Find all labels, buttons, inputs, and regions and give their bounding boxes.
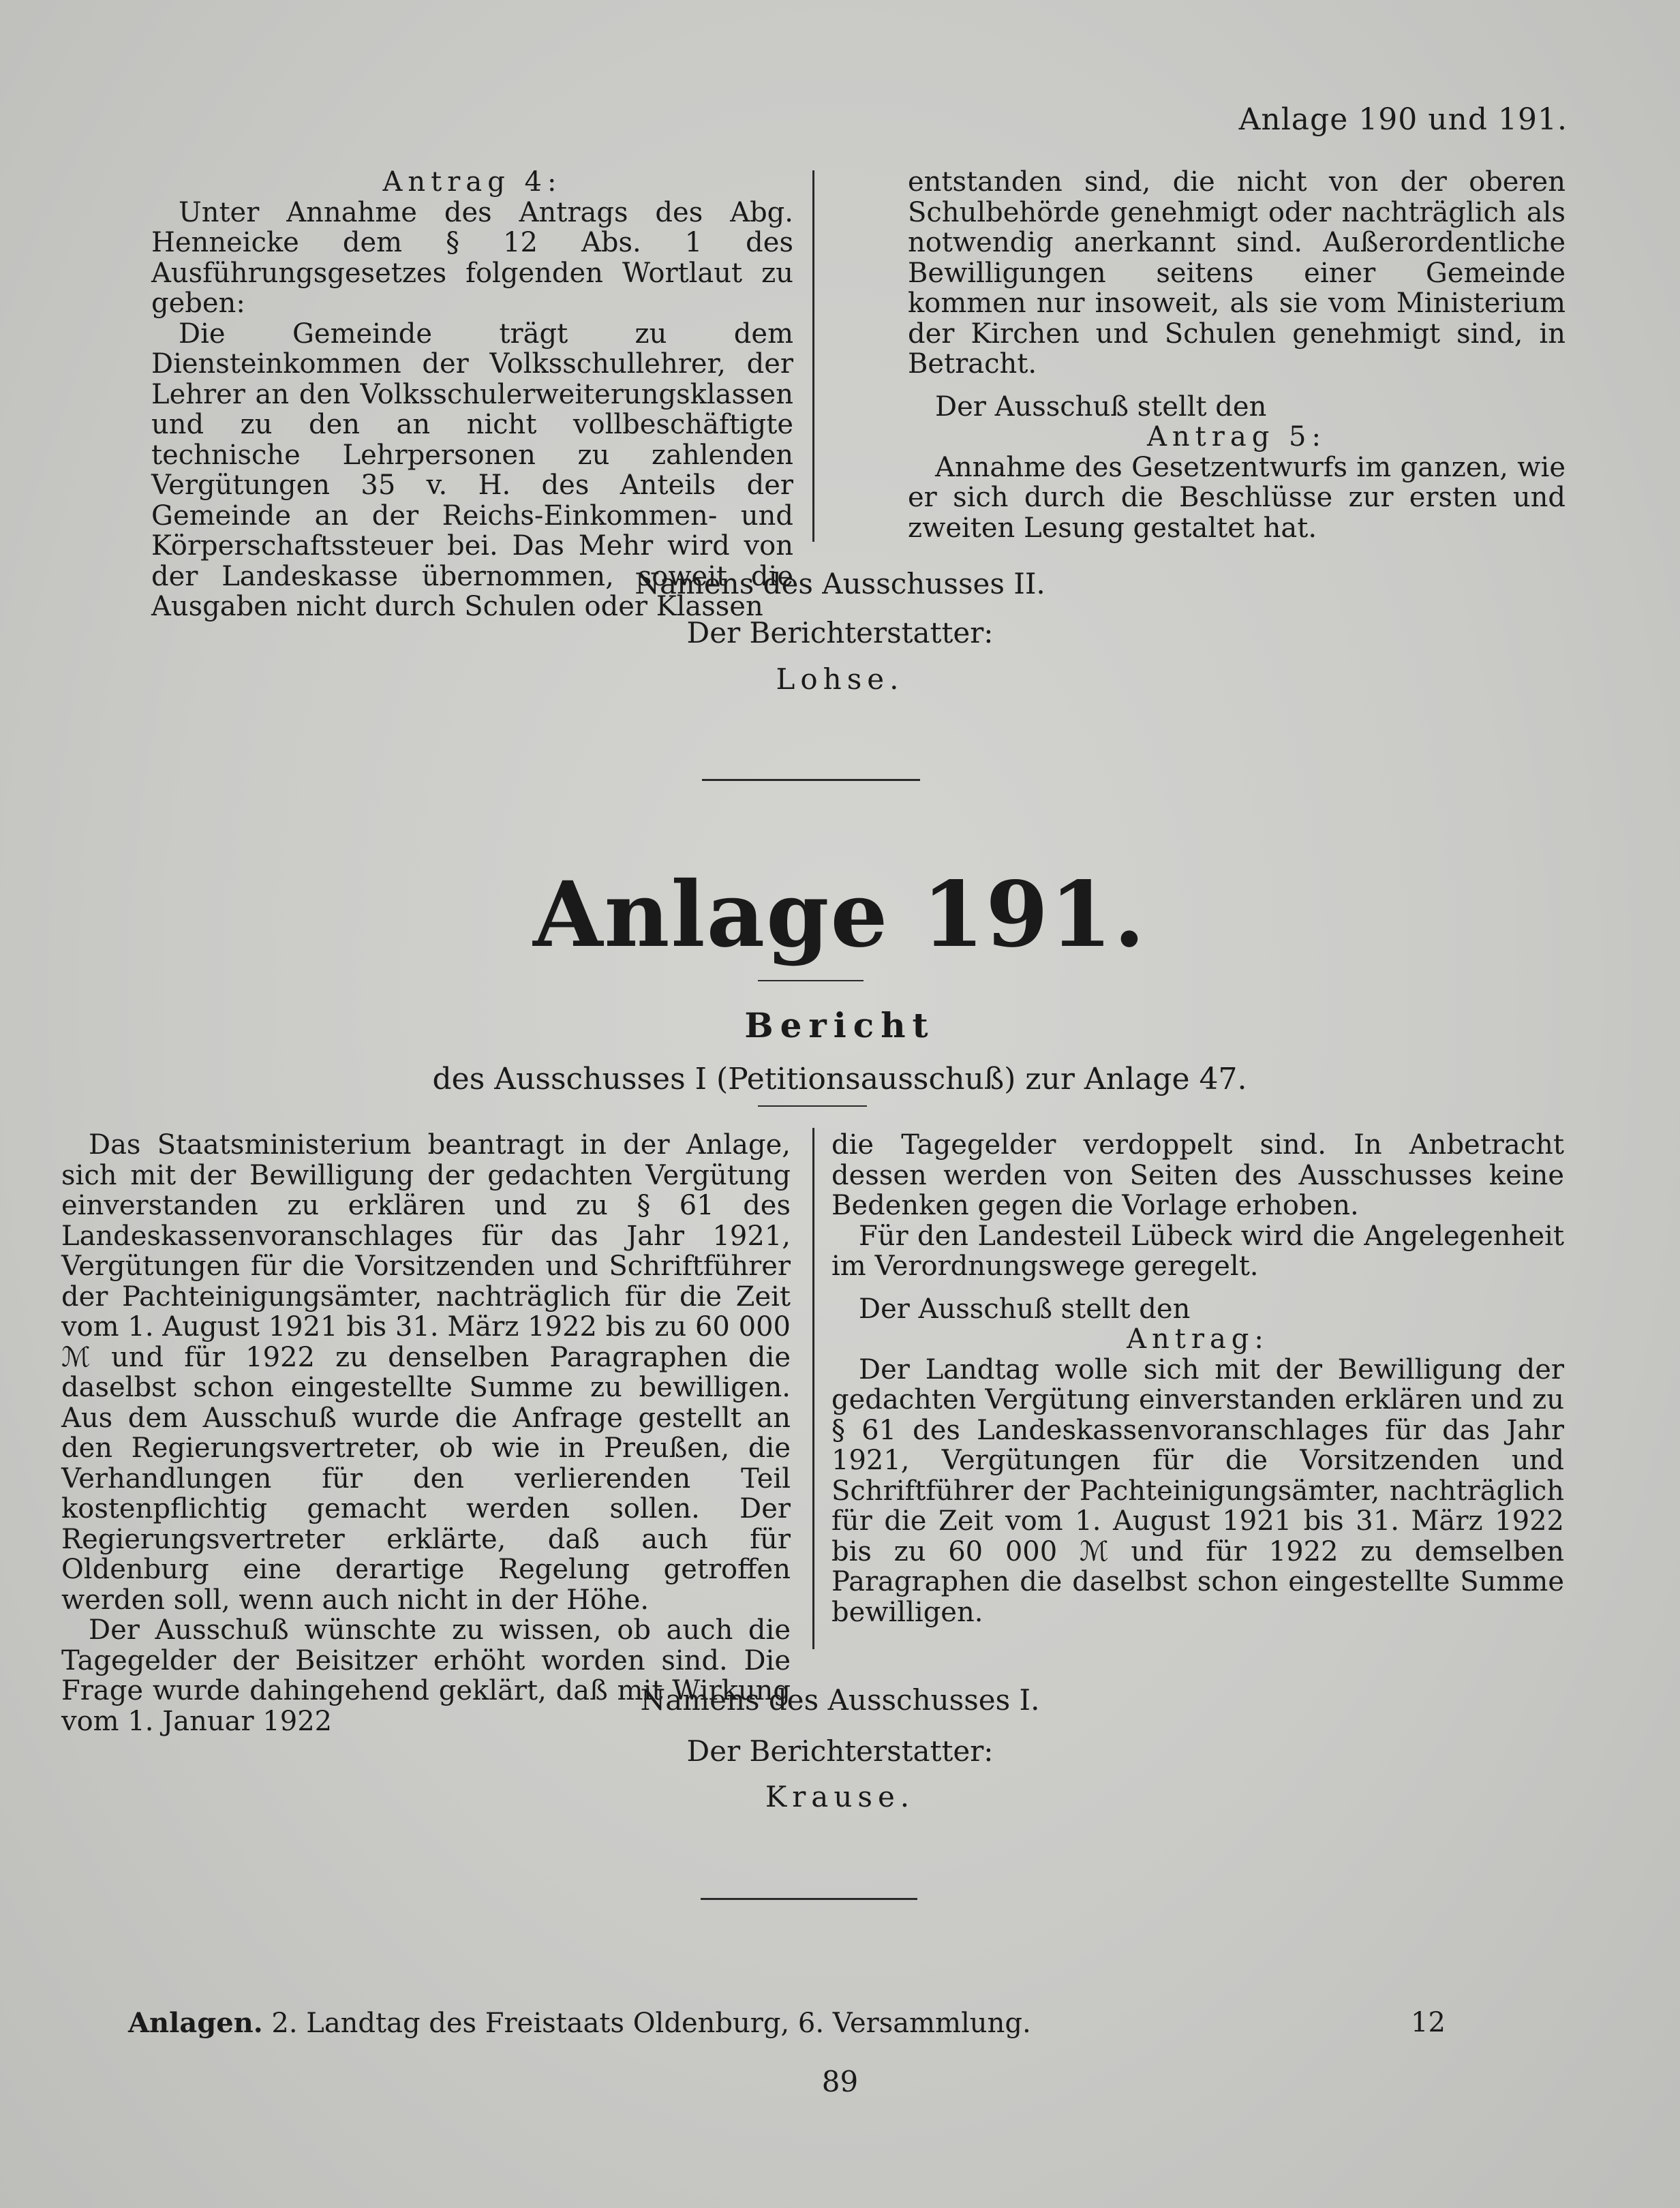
section2-right-column	[831, 1130, 1564, 1627]
column-divider	[812, 1128, 814, 1649]
report-subheading: des Ausschusses I (Petitionsausschuß) zur Anlage 47.	[432, 1062, 1247, 1097]
paragraph: Unter Annahme des Antrags des Abg. Henneicke dem § 12 Abs. 1 des Ausführungsgesetzes folgenden Wortlaut zu geben:	[151, 196, 793, 319]
motion-label-5: Antrag 5:	[1147, 421, 1326, 453]
paragraph: Die Gemeinde trägt zu dem Diensteinkommen der Volksschullehrer, der Lehrer an den Volksschulerweiterungsklassen und zu den an nicht vollbeschäftigte technische Lehrpersonen zu zahlenden Vergütungen 35 v. H. des Anteils der Gemeinde an der Reichs-Einkommen- und Körperschaftssteuer bei. Das Mehr wird von der Landeskasse übernommen, soweit die Ausgaben nicht durch Schulen oder Klassen	[151, 318, 793, 622]
page-title: Anlage 191.	[533, 862, 1146, 968]
motion-label: Antrag:	[1127, 1323, 1269, 1355]
signature-role: Der Berichterstatter:	[686, 616, 994, 649]
footer-publication	[128, 2007, 1031, 2039]
signature-name: Lohse.	[776, 662, 904, 696]
paragraph: Der Ausschuß wünschte zu wissen, ob auch die Tagegelder der Beisitzer erhöht worden sind. Die Frage wurde dahingehend geklärt, daß mit Wirkung vom 1. Januar 1922	[61, 1614, 791, 1737]
paragraph: entstanden sind, die nicht von der oberen Schulbehörde genehmigt oder nachträglich als notwendig anerkannt sind. Außerordentliche Bewilligungen seitens einer Gemeinde kommen nur insoweit, als sie vom Ministerium der Kirchen und Schulen genehmigt sind, in Betracht.	[908, 166, 1566, 380]
subheading-underline	[758, 1105, 867, 1107]
section2-left-column	[61, 1130, 791, 1736]
section-divider	[702, 779, 920, 781]
footer-label: 2. Landtag des Freistaats Oldenburg, 6. Versammlung.	[271, 2008, 1031, 2039]
signature-role: Der Berichterstatter:	[686, 1734, 994, 1768]
page-number: 89	[821, 2065, 859, 2098]
section1-left-column	[151, 167, 793, 622]
running-header: Anlage 190 und 191.	[1238, 102, 1568, 137]
paragraph: Für den Landesteil Lübeck wird die Angelegenheit im Verordnungswege geregelt.	[831, 1220, 1564, 1282]
section1-right-column	[908, 167, 1566, 543]
committee-line: Der Ausschuß stellt den	[935, 390, 1267, 423]
paragraph: Das Staatsministerium beantragt in der Anlage, sich mit der Bewilligung der gedachten Vergütung einverstanden zu erklären und zu § 61 des Landeskassenvoranschlages für das Jahr 1921, Vergütungen für die Vorsitzenden und Schriftführer der Pachteinigungsämter, nachträglich für die Zeit vom 1. August 1921 bis 31. März 1922 bis zu 60 000 ℳ und für 1922 zu denselben Paragraphen die daselbst schon eingestellte Summe zu bewilligen. Aus dem Ausschuß wurde die Anfrage gestellt an den Regierungsvertreter, ob wie in Preußen, die Verhandlungen für den verlierenden Teil kostenpflichtig gemacht werden sollen. Der Regierungsvertreter erklärte, daß auch für Oldenburg eine derartige Regelung getroffen werden soll, wenn auch nicht in der Höhe.	[61, 1129, 791, 1616]
signature-name: Krause.	[765, 1780, 915, 1813]
section-divider	[701, 1898, 917, 1900]
paragraph: die Tagegelder verdoppelt sind. In Anbetracht dessen werden von Seiten des Ausschusses keine Bedenken gegen die Vorlage erhoben.	[831, 1129, 1564, 1221]
signature-on-behalf: Namens des Ausschusses I.	[640, 1683, 1040, 1717]
committee-line: Der Ausschuß stellt den	[859, 1293, 1191, 1325]
column-divider	[812, 170, 814, 542]
sheet-number: 12	[1411, 2007, 1446, 2038]
report-heading: Bericht	[744, 1005, 935, 1045]
footer-label-bold: Anlagen.	[128, 2007, 263, 2039]
paragraph: Annahme des Gesetzentwurfs im ganzen, wie er sich durch die Beschlüsse zur ersten und zweiten Lesung gestaltet hat.	[908, 451, 1566, 544]
signature-on-behalf: Namens des Ausschusses II.	[635, 567, 1045, 600]
paragraph: Der Landtag wolle sich mit der Bewilligung der gedachten Vergütung einverstanden erklären und zu § 61 des Landeskassenvoranschlages für das Jahr 1921, Vergütungen für die Vorsitzenden und Schriftführer der Pachteinigungsämter, nachträglich für die Zeit vom 1. August 1921 bis 31. März 1922 bis zu 60 000 ℳ und für 1922 zu demselben Paragraphen die daselbst schon eingestellte Summe bewilligen.	[831, 1353, 1564, 1628]
title-underline	[758, 980, 864, 981]
motion-label-4: Antrag 4:	[382, 166, 562, 198]
